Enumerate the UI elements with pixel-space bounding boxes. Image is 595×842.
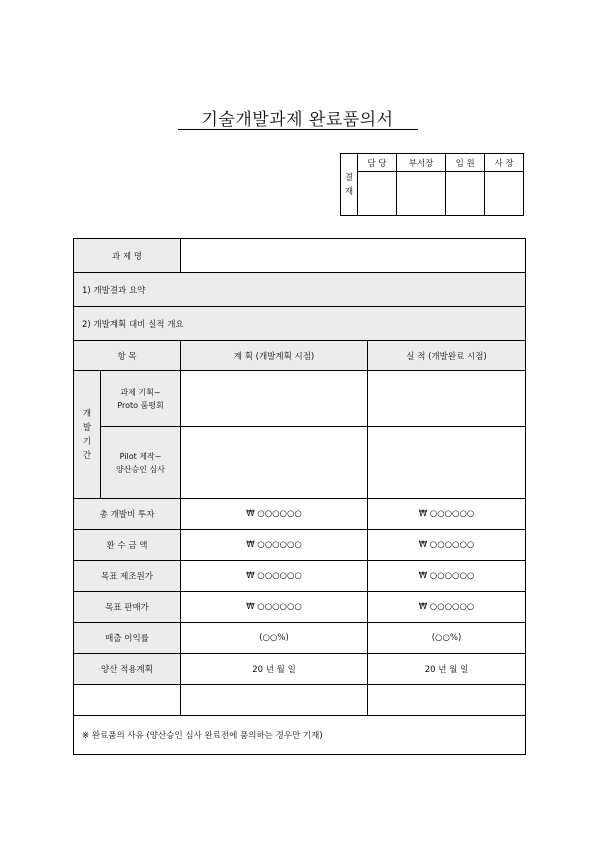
row-label-target-mfg-cost: 목표 제조원가 bbox=[74, 561, 181, 592]
title-underline bbox=[178, 129, 418, 130]
period-stage-line: Proto 품평회 bbox=[117, 400, 164, 410]
period-stage-line: Pilot 제작~ bbox=[119, 451, 162, 461]
row-label-profit-margin: 매출 이익률 bbox=[74, 623, 181, 654]
document-title: 기술개발과제 완료품의서 bbox=[201, 110, 394, 130]
target-price-plan[interactable]: ₩ ○○○○○○ bbox=[181, 592, 368, 623]
mass-production-plan-date[interactable]: 20 년 월 일 bbox=[181, 654, 368, 685]
period-planning-actual-field[interactable] bbox=[368, 371, 526, 427]
approval-header-executive: 임 원 bbox=[446, 154, 485, 172]
target-price-actual[interactable]: ₩ ○○○○○○ bbox=[368, 592, 526, 623]
approval-header-dept-head: 부서장 bbox=[396, 154, 445, 172]
approval-box bbox=[340, 153, 524, 216]
section-plan-vs-actual: 2) 개발계획 대비 실적 개요 bbox=[74, 307, 526, 341]
approval-header-staff: 담 당 bbox=[358, 154, 397, 172]
target-mfg-cost-plan[interactable]: ₩ ○○○○○○ bbox=[181, 561, 368, 592]
approval-label-char: 결 bbox=[344, 172, 354, 183]
empty-row-plan[interactable] bbox=[181, 685, 368, 716]
project-name-field[interactable] bbox=[181, 239, 526, 273]
empty-row-label[interactable] bbox=[74, 685, 181, 716]
period-stage-line: 양산승인 심사 bbox=[116, 464, 165, 474]
column-header-actual: 실 적 (개발완료 시점) bbox=[368, 341, 526, 371]
period-pilot-to-approval bbox=[101, 427, 181, 499]
approval-sign-staff[interactable] bbox=[358, 172, 397, 216]
completion-form-table bbox=[73, 238, 526, 755]
profit-margin-plan[interactable]: (○○%) bbox=[181, 623, 368, 654]
approval-sign-executive[interactable] bbox=[446, 172, 485, 216]
period-label-char: 개 bbox=[82, 408, 92, 419]
column-header-plan: 계 획 (개발계획 시점) bbox=[181, 341, 368, 371]
mass-production-actual-date[interactable]: 20 년 월 일 bbox=[368, 654, 526, 685]
column-header-item: 항 목 bbox=[74, 341, 181, 371]
approval-header-president: 사 장 bbox=[485, 154, 524, 172]
project-name-label: 과 제 명 bbox=[74, 239, 181, 273]
profit-margin-actual[interactable]: (○○%) bbox=[368, 623, 526, 654]
approval-sign-dept-head[interactable] bbox=[396, 172, 445, 216]
row-label-mass-production-plan: 양산 적용계획 bbox=[74, 654, 181, 685]
total-dev-cost-plan[interactable]: ₩ ○○○○○○ bbox=[181, 499, 368, 530]
approval-label-char: 재 bbox=[344, 186, 354, 197]
period-label-char: 발 bbox=[82, 422, 92, 433]
period-stage-line: 과제 기획~ bbox=[120, 387, 161, 397]
completion-reason-note: ※ 완료품의 사유 (양산승인 심사 완료전에 품의하는 경우만 기재) bbox=[74, 716, 526, 755]
total-dev-cost-actual[interactable]: ₩ ○○○○○○ bbox=[368, 499, 526, 530]
section-result-summary: 1) 개발결과 요약 bbox=[74, 273, 526, 307]
recovered-amount-plan[interactable]: ₩ ○○○○○○ bbox=[181, 530, 368, 561]
row-label-recovered-amount: 환 수 금 액 bbox=[74, 530, 181, 561]
recovered-amount-actual[interactable]: ₩ ○○○○○○ bbox=[368, 530, 526, 561]
period-label-char: 기 bbox=[82, 436, 92, 447]
approval-label bbox=[341, 154, 358, 216]
period-planning-to-proto bbox=[101, 371, 181, 427]
period-pilot-plan-field[interactable] bbox=[181, 427, 368, 499]
target-mfg-cost-actual[interactable]: ₩ ○○○○○○ bbox=[368, 561, 526, 592]
period-planning-plan-field[interactable] bbox=[181, 371, 368, 427]
empty-row-actual[interactable] bbox=[368, 685, 526, 716]
approval-sign-president[interactable] bbox=[485, 172, 524, 216]
development-period-label bbox=[74, 371, 101, 499]
row-label-target-price: 목표 판매가 bbox=[74, 592, 181, 623]
period-label-char: 간 bbox=[82, 450, 92, 461]
period-pilot-actual-field[interactable] bbox=[368, 427, 526, 499]
row-label-total-dev-cost: 총 개발비 투자 bbox=[74, 499, 181, 530]
